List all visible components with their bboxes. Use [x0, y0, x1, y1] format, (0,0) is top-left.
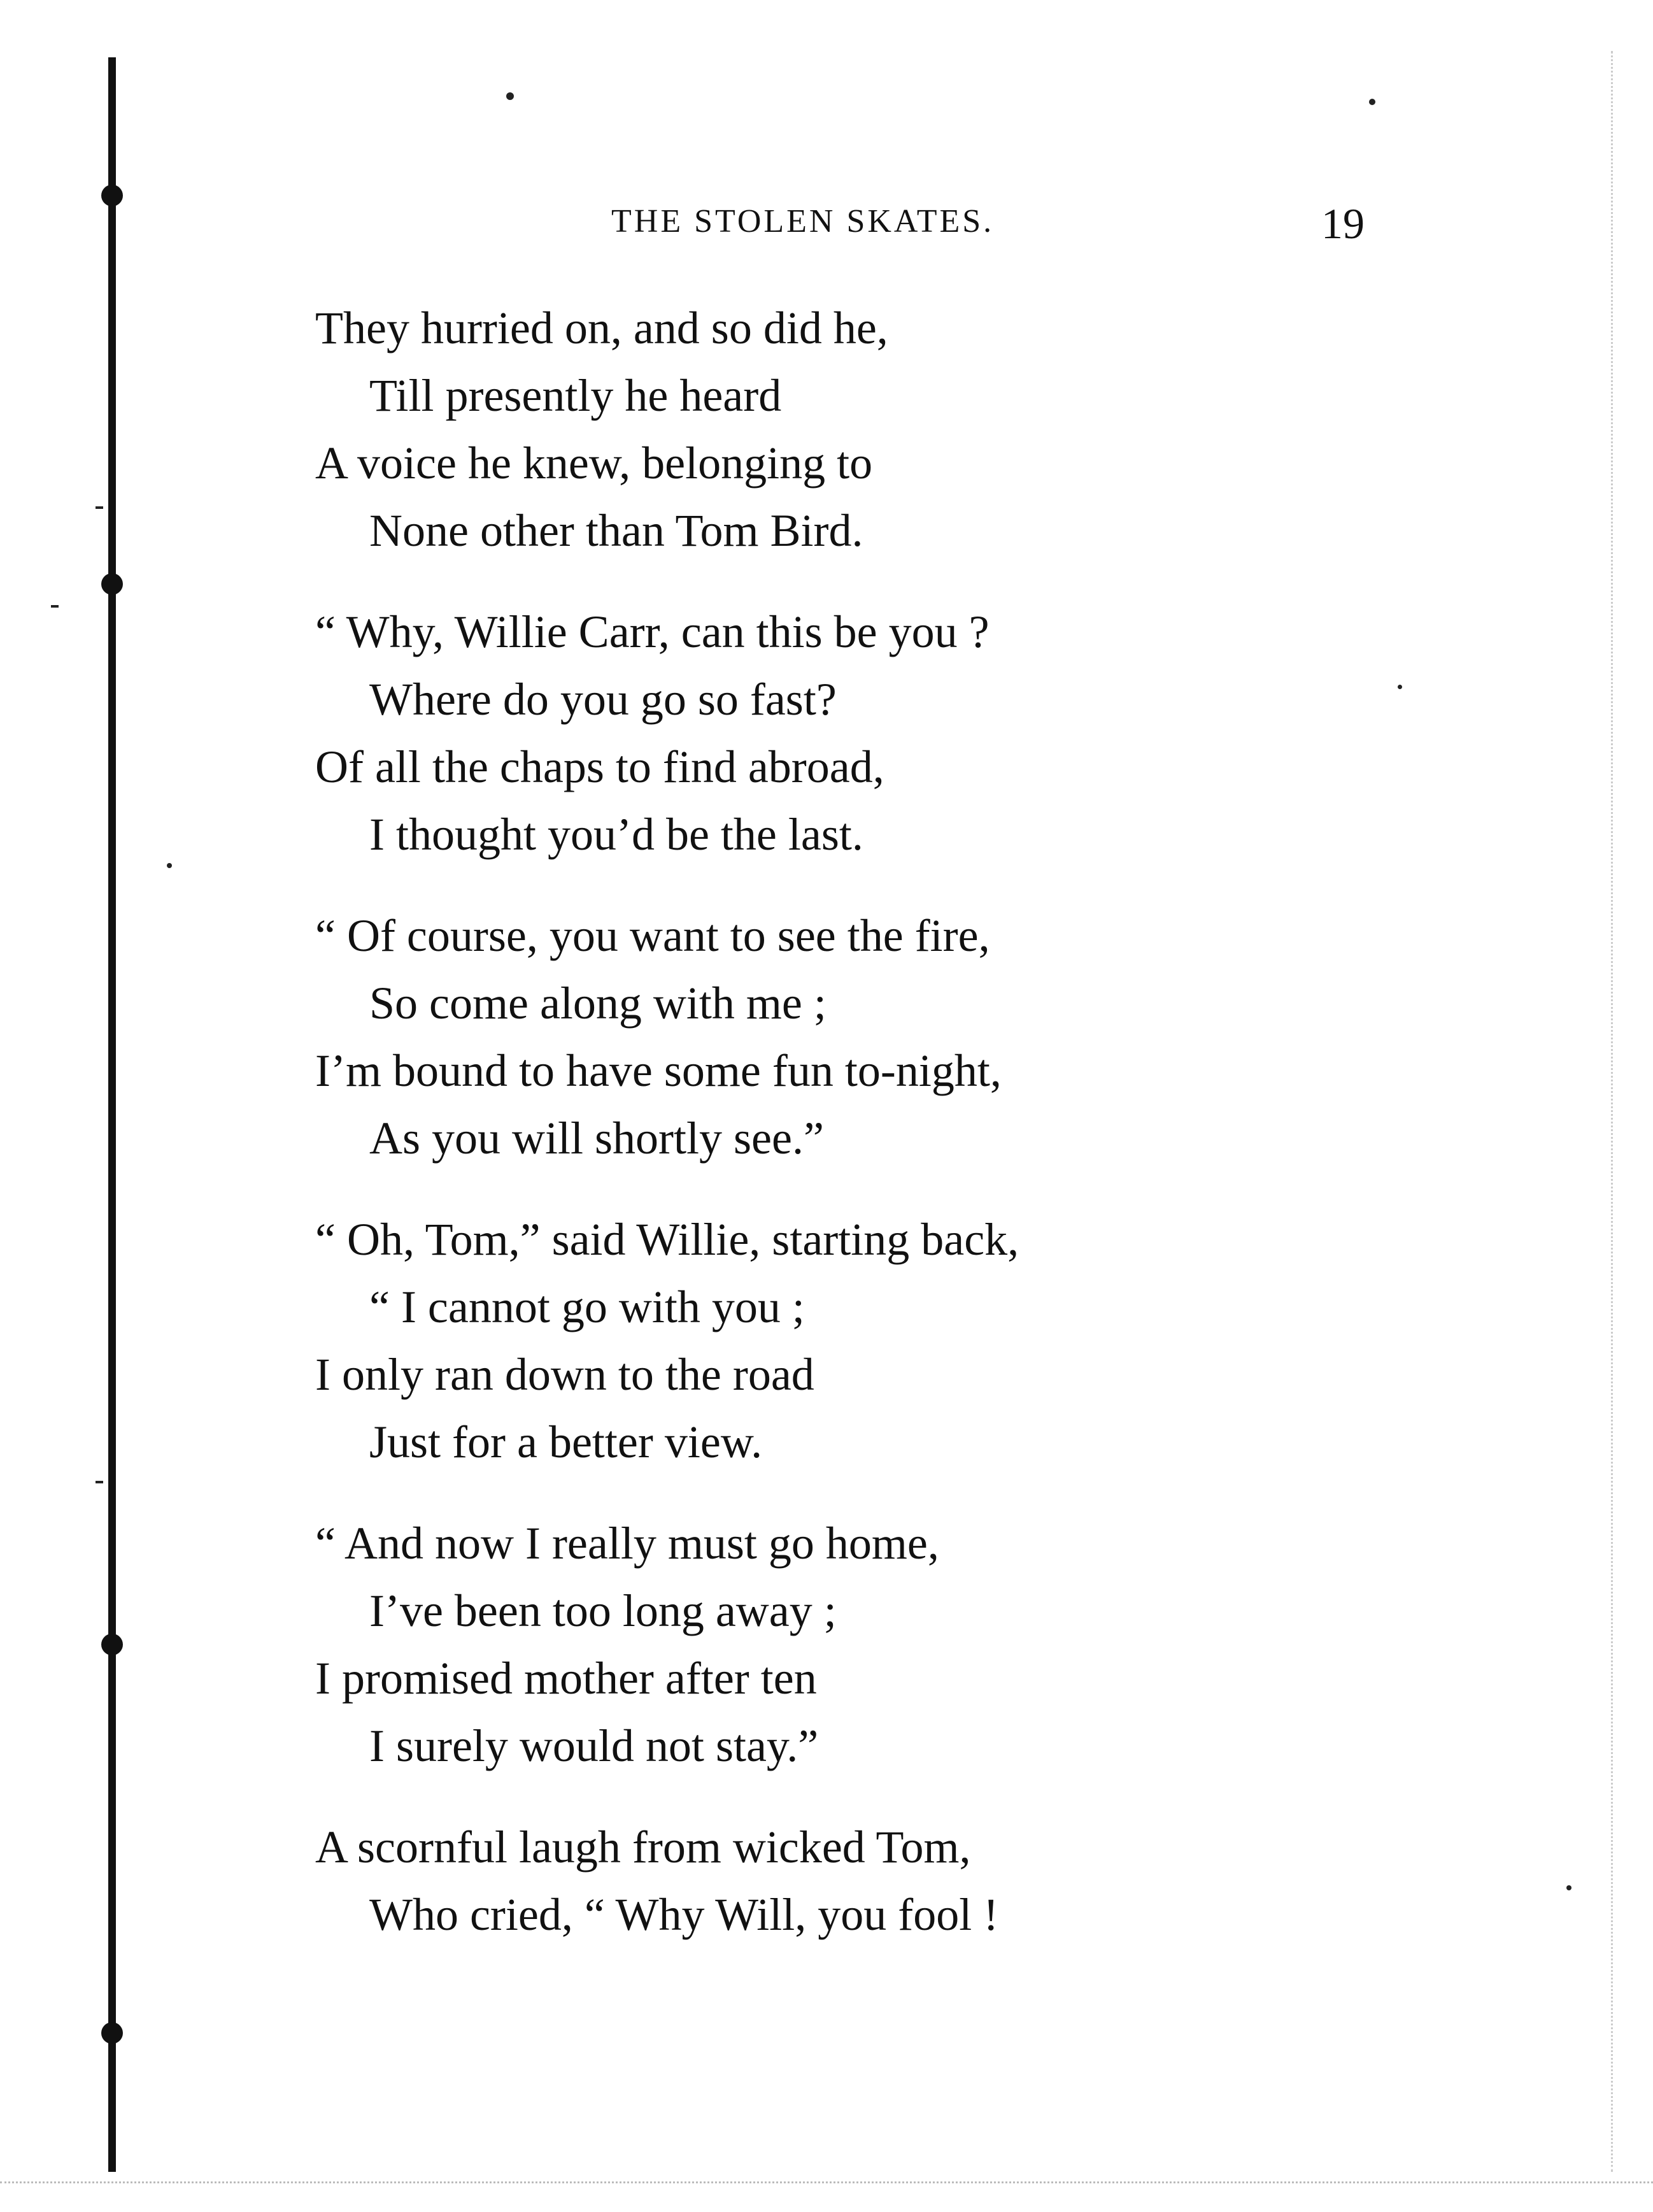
binding-stitch: [101, 2022, 123, 2044]
binding-mark: [96, 506, 103, 509]
verse-line: Of all the chaps to find abroad,: [315, 741, 884, 792]
verse-line: “ And now I really must go home,: [315, 1518, 939, 1569]
page-bottom-edge: [0, 2181, 1653, 2183]
stanza: [315, 1813, 1525, 1948]
page-header: [0, 199, 1653, 260]
print-speck: [1369, 99, 1375, 105]
verse-line: Where do you go so fast?: [369, 674, 837, 725]
verse-line: I only ran down to the road: [315, 1349, 814, 1400]
print-speck: [1566, 1885, 1571, 1890]
verse-line: I surely would not stay.”: [369, 1720, 819, 1771]
poem-body: [315, 294, 1525, 1982]
verse-line: “ Oh, Tom,” said Willie, starting back,: [315, 1214, 1019, 1265]
verse-line: “ I cannot go with you ;: [369, 1281, 805, 1332]
stanza: [315, 1509, 1525, 1780]
verse-line: Just for a better view.: [369, 1416, 763, 1467]
verse-line: So come along with me ;: [369, 978, 826, 1029]
verse-line: Who cried, “ Why Will, you fool !: [369, 1889, 999, 1940]
verse-line: “ Of course, you want to see the fire,: [315, 910, 990, 961]
binding-edge: [108, 57, 116, 2172]
verse-line: I promised mother after ten: [315, 1653, 817, 1704]
page-number: 19: [1321, 199, 1365, 248]
print-speck: [506, 92, 514, 100]
margin-mark: [51, 605, 59, 608]
verse-line: I’m bound to have some fun to-night,: [315, 1045, 1002, 1096]
verse-line: Till presently he heard: [369, 370, 782, 421]
stanza: [315, 598, 1525, 868]
verse-line: I’ve been too long away ;: [369, 1585, 837, 1636]
verse-line: As you will shortly see.”: [369, 1113, 824, 1164]
verse-line: A voice he knew, belonging to: [315, 438, 873, 489]
stanza: [315, 902, 1525, 1172]
binding-mark: [96, 1481, 103, 1483]
binding-stitch: [101, 1634, 123, 1655]
verse-line: A scornful laugh from wicked Tom,: [315, 1822, 971, 1873]
binding-stitch: [101, 573, 123, 595]
verse-line: “ Why, Willie Carr, can this be you ?: [315, 606, 990, 657]
page-right-edge: [1611, 51, 1613, 2172]
running-title: THE STOLEN SKATES.: [611, 203, 995, 239]
verse-line: I thought you’d be the last.: [369, 809, 863, 860]
stanza: [315, 294, 1525, 564]
stanza: [315, 1206, 1525, 1476]
verse-line: They hurried on, and so did he,: [315, 303, 888, 353]
print-speck: [167, 863, 172, 868]
verse-line: None other than Tom Bird.: [369, 505, 863, 556]
